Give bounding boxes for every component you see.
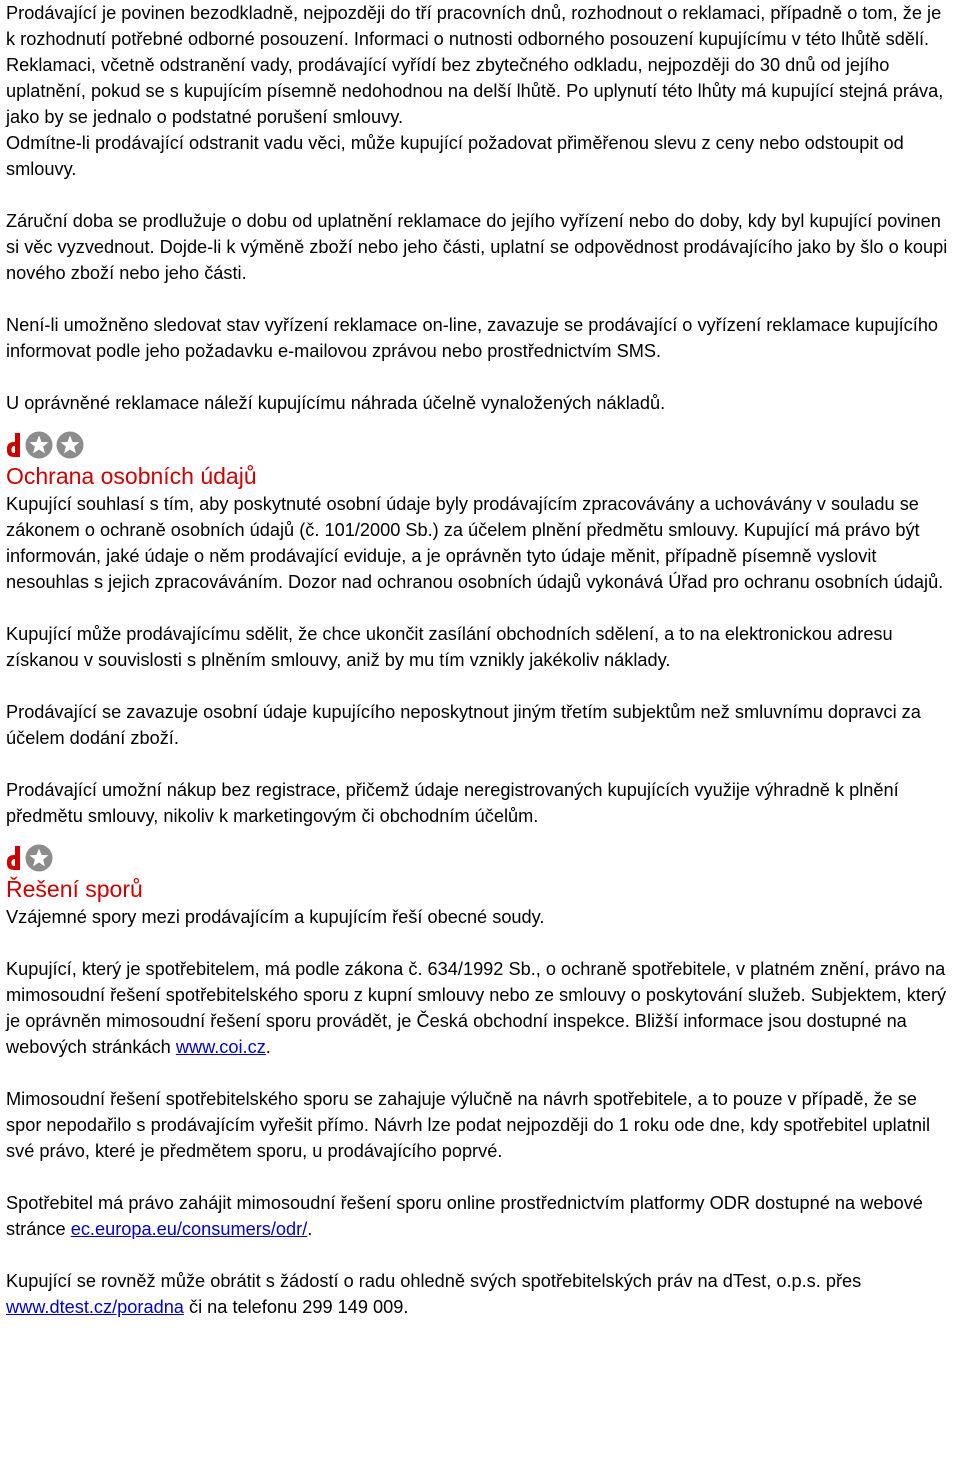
paragraph-text: Kupující, který je spotřebitelem, má podle zákona č. 634/1992 Sb., o ochraně spotřebitele, v platném znění, právo na mimosoudní řešení spotřebitelského sporu z kupní smlouvy nebo ze smlouvy o poskytování služeb. Subjektem, který je oprávněn mimosoudní řešení sporu provádět, je Česká obchodní inspekce. Bližší informace jsou dostupné na webových stránkách <box>6 959 947 1057</box>
coi-link[interactable]: www.coi.cz <box>175 1037 266 1057</box>
section-title-disputes: Řešení sporů <box>6 876 143 902</box>
paragraph-online-tracking: Není-li umožněno sledovat stav vyřízení reklamace on-line, zavazuje se prodávající o vyřízení reklamace kupujícího informovat podle jeho požadavku e-mailovou zprávou nebo prostřednictvím SMS. <box>6 315 939 361</box>
paragraph-text: Kupující se rovněž může obrátit s žádostí o radu ohledně svých spotřebitelských práv na dTest, o.p.s. přes <box>6 1271 862 1291</box>
paragraph-text-end: . <box>265 1037 271 1057</box>
d-logo-icon <box>6 844 22 872</box>
paragraph-text-end: či na telefonu 299 149 009. <box>183 1297 409 1317</box>
paragraph-text: Spotřebitel má právo zahájit mimosoudní řešení sporu online prostřednictvím platformy ODR dostupné na webové stránce <box>6 1193 923 1239</box>
section-privacy-icons <box>6 430 954 460</box>
paragraph-consent: Kupující souhlasí s tím, aby poskytnuté osobní údaje byly prodávajícím zpracovávány a uchovávány v souladu se zákonem o ochraně osobních údajů (č. 101/2000 Sb.) za účelem plnění předmětu smlouvy. Kupující má právo být informován, jaké údaje o něm prodávající eviduje, a je oprávněn tyto údaje měnit, případně písemně vyslovit nesouhlas s jejich zpracováváním. Dozor nad ochranou osobních údajů vykonává Úřad pro ochranu osobních údajů. <box>6 494 944 592</box>
paragraph-courts: Vzájemné spory mezi prodávajícím a kupujícím řeší obecné soudy. <box>6 907 545 927</box>
star-icon <box>25 844 53 872</box>
paragraph-dtest <box>6 1268 954 1320</box>
section-disputes-icons <box>6 843 954 873</box>
paragraph-out-of-court <box>6 956 954 1060</box>
section-title-privacy: Ochrana osobních údajů <box>6 463 257 489</box>
paragraph-third-parties: Prodávající se zavazuje osobní údaje kupujícího neposkytnout jiným třetím subjektům než smluvnímu dopravci za účelem dodání zboží. <box>6 702 921 748</box>
odr-link[interactable]: ec.europa.eu/consumers/odr/ <box>70 1219 308 1239</box>
d-logo-icon <box>6 431 22 459</box>
paragraph-complaint-decision: Prodávající je povinen bezodkladně, nejpozději do tří pracovních dnů, rozhodnout o reklamaci, případně o tom, že je k rozhodnutí potřebné odborné posouzení. Informaci o nutnosti odborného posouzení kupujícímu v této lhůtě sdělí. Reklamaci, včetně odstranění vady, prodávající vyřídí bez zbytečného odkladu, nejpozději do 30 dnů od jejího uplatnění, pokud se s kupujícím písemně nedohodnou na delší lhůtě. Po uplynutí této lhůty má kupující stejná práva, jako by se jednalo o podstatné porušení smlouvy. <box>6 3 944 127</box>
paragraph-refusal: Odmítne-li prodávající odstranit vadu věci, může kupující požadovat přiměřenou slevu z ceny nebo odstoupit od smlouvy. <box>6 133 904 179</box>
paragraph-odr <box>6 1190 954 1242</box>
dtest-link[interactable]: www.dtest.cz/poradna <box>6 1297 184 1317</box>
paragraph-text-end: . <box>307 1219 313 1239</box>
paragraph-proposal: Mimosoudní řešení spotřebitelského sporu se zahajuje výlučně na návrh spotřebitele, a to pouze v případě, že se spor nepodařilo s prodávajícím vyřešit přímo. Návrh lze podat nejpozději do 1 roku ode dne, kdy spotřebitel uplatnil své právo, které je předmětem sporu, u prodávajícího poprvé. <box>6 1089 931 1161</box>
paragraph-no-registration: Prodávající umožní nákup bez registrace, přičemž údaje neregistrovaných kupujících využije výhradně k plnění předmětu smlouvy, nikoliv k marketingovým či obchodním účelům. <box>6 780 899 826</box>
star-icon <box>25 431 53 459</box>
paragraph-warranty-extension: Záruční doba se prodlužuje o dobu od uplatnění reklamace do jejího vyřízení nebo do doby, kdy byl kupující povinen si věc vyzvednout. Dojde-li k výměně zboží nebo jeho části, uplatní se odpovědnost prodávajícího jako by šlo o koupi nového zboží nebo jeho části. <box>6 211 948 283</box>
star-icon <box>56 431 84 459</box>
paragraph-cost-compensation: U oprávněné reklamace náleží kupujícímu náhrada účelně vynaložených nákladů. <box>6 393 666 413</box>
paragraph-unsubscribe: Kupující může prodávajícímu sdělit, že chce ukončit zasílání obchodních sdělení, a to na elektronickou adresu získanou v souvislosti s plněním smlouvy, aniž by mu tím vznikly jakékoliv náklady. <box>6 624 893 670</box>
